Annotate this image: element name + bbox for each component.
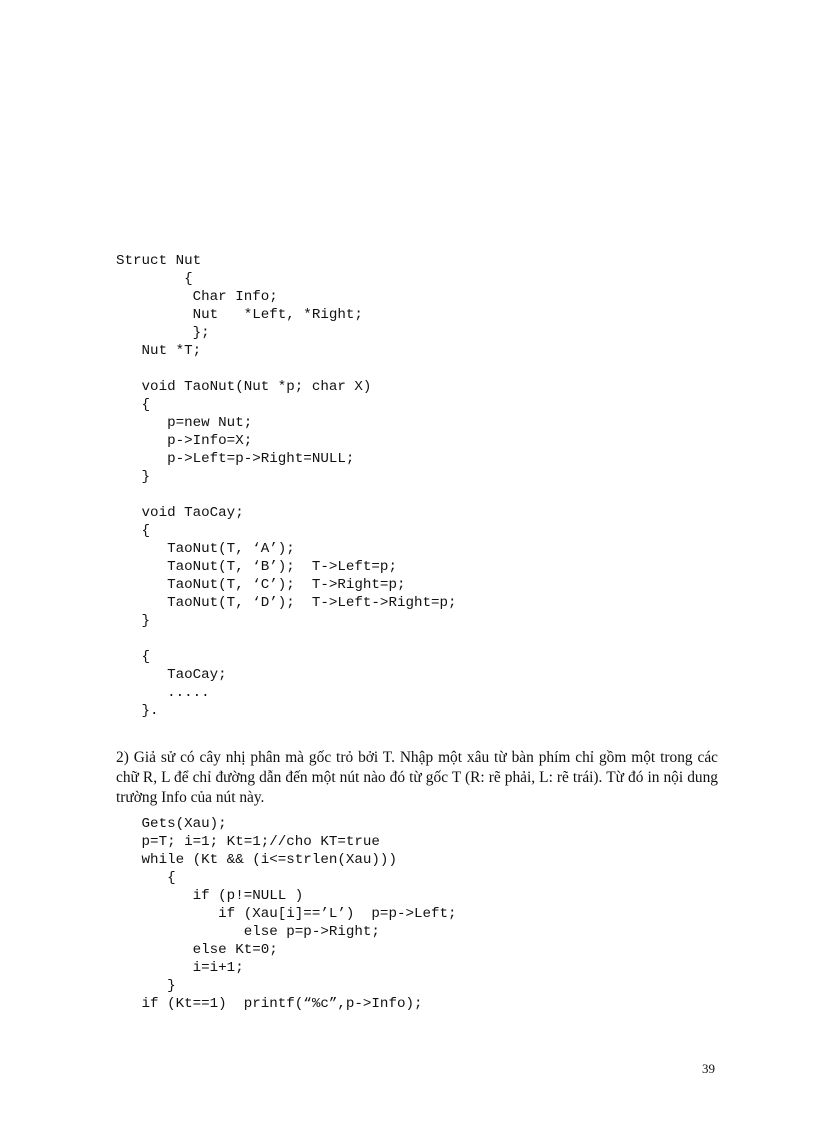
page-number: 39 — [702, 1061, 715, 1076]
code-line: { — [116, 523, 151, 539]
code-line — [116, 360, 457, 378]
code-line: else p=p->Right; — [116, 924, 380, 940]
code-line: { — [116, 649, 151, 665]
code-line: void TaoCay; — [116, 505, 244, 521]
code-line: TaoNut(T, ‘D’); T->Left->Right=p; — [116, 595, 457, 611]
code-line: p->Left=p->Right=NULL; — [116, 451, 355, 467]
code-block-struct — [116, 252, 457, 720]
code-line: Nut *T; — [116, 343, 202, 359]
code-line: TaoNut(T, ‘B’); T->Left=p; — [116, 559, 397, 575]
code-line: void TaoNut(Nut *p; char X) — [116, 379, 372, 395]
code-line: if (Xau[i]==’L’) p=p->Left; — [116, 906, 457, 922]
code-line: if (Kt==1) printf(“%c”,p->Info); — [116, 996, 423, 1012]
code-line: else Kt=0; — [116, 942, 278, 958]
code-line: if (p!=NULL ) — [116, 888, 304, 904]
code-line: p=new Nut; — [116, 415, 253, 431]
code-line: p->Info=X; — [116, 433, 253, 449]
code-line: i=i+1; — [116, 960, 244, 976]
code-line: Nut *Left, *Right; — [116, 307, 363, 323]
code-line: ..... — [116, 685, 210, 701]
code-line: { — [116, 397, 151, 413]
code-line: Gets(Xau); — [116, 816, 227, 832]
code-line: }. — [116, 703, 159, 719]
code-line: TaoNut(T, ‘A’); — [116, 541, 295, 557]
code-line — [116, 630, 457, 648]
code-line: while (Kt && (i<=strlen(Xau))) — [116, 852, 397, 868]
code-block-traversal — [116, 815, 457, 1013]
code-line: { — [116, 870, 176, 886]
code-line: } — [116, 613, 151, 629]
code-line: } — [116, 469, 151, 485]
code-line: TaoNut(T, ‘C’); T->Right=p; — [116, 577, 406, 593]
exercise-paragraph: 2) Giả sử có cây nhị phân mà gốc trỏ bởi T. Nhập một xâu từ bàn phím chỉ gồm một trong các chữ R, L để chỉ đường dẫn đến một nút nào đó từ gốc T (R: rẽ phải, L: rẽ trái). Từ đó in nội dung trường Info của nút này. — [116, 749, 718, 806]
code-line: p=T; i=1; Kt=1;//cho KT=true — [116, 834, 380, 850]
code-line: }; — [116, 325, 210, 341]
code-line: Char Info; — [116, 289, 278, 305]
code-line: { — [116, 271, 193, 287]
code-line: Struct Nut — [116, 253, 202, 269]
code-line: } — [116, 978, 176, 994]
code-line: TaoCay; — [116, 667, 227, 683]
code-line — [116, 486, 457, 504]
